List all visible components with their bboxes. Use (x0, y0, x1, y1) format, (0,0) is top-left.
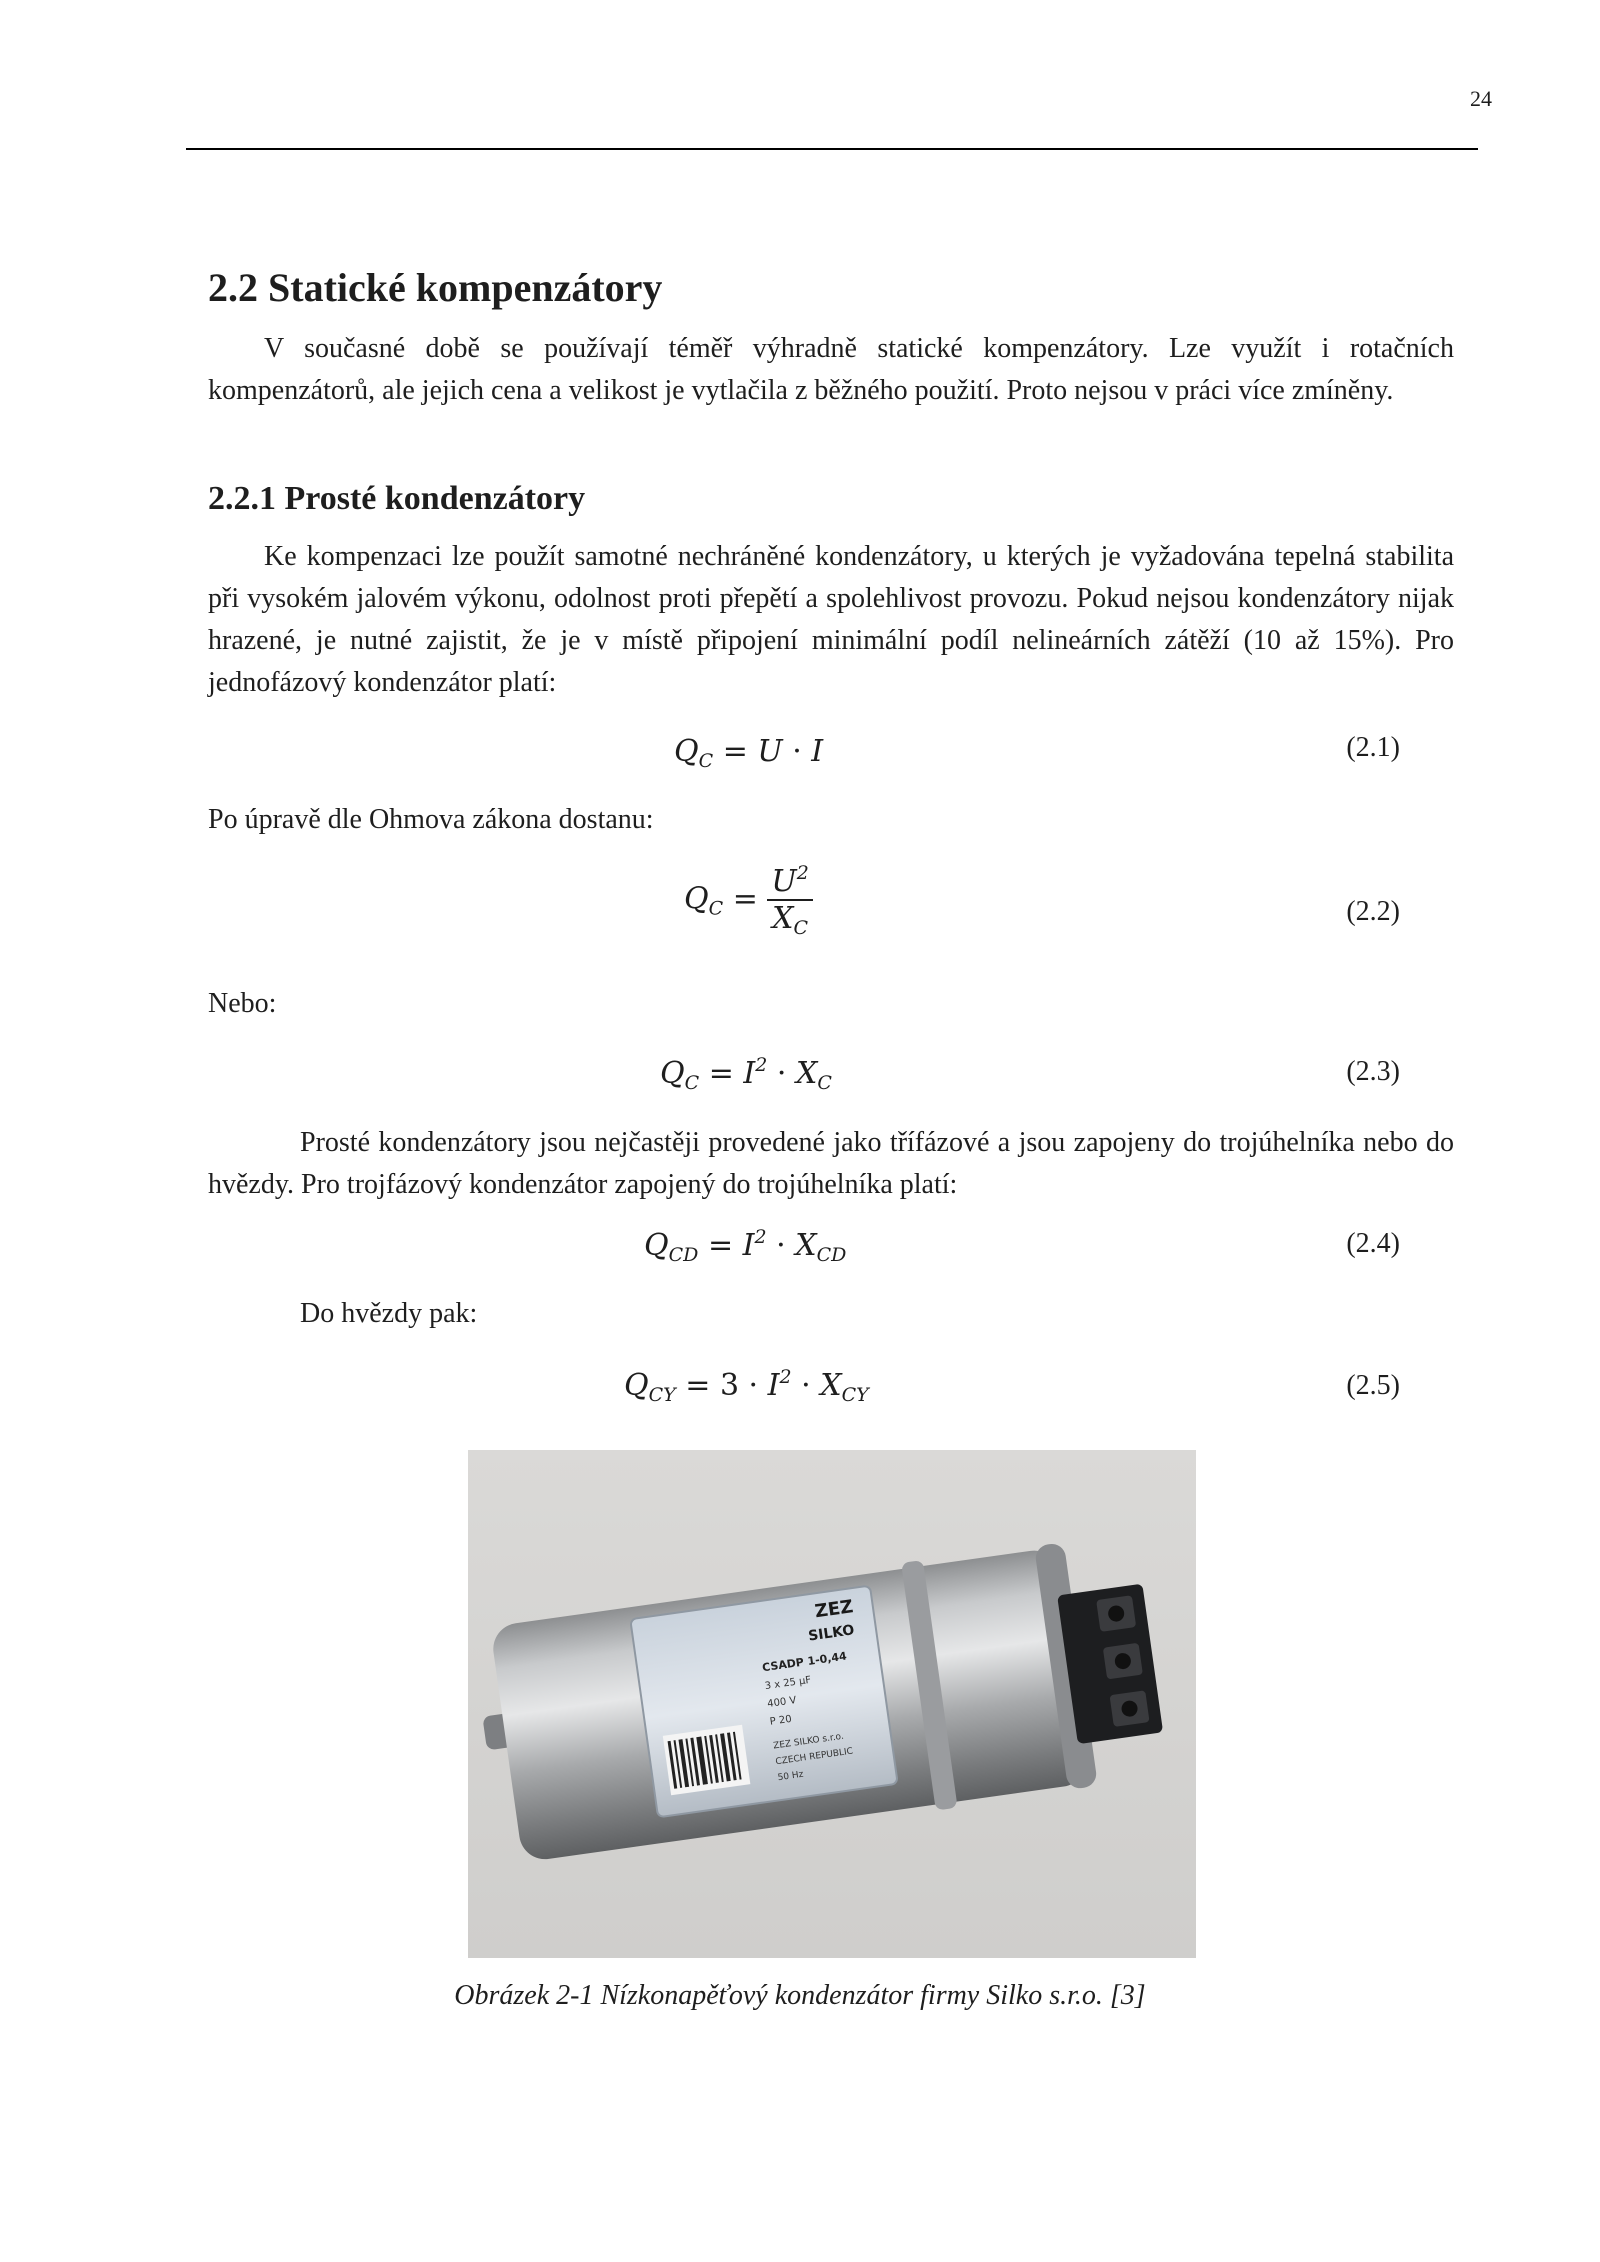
paragraph-intro (208, 328, 1454, 412)
equation-2-2-label: (2.2) (1346, 896, 1400, 927)
header-rule (186, 148, 1478, 150)
equation-2-1: $Q_C = U \cdot I$ (674, 734, 824, 772)
equation-2-1-label: (2.1) (1346, 732, 1400, 763)
label-freq: 50 Hz (777, 1769, 805, 1784)
equation-2-4: $Q_{CD} = I^2 \cdot X_{CD}$ (644, 1226, 847, 1266)
equation-2-5-label: (2.5) (1346, 1370, 1400, 1401)
label-brand: ZEZ (813, 1596, 855, 1623)
equation-2-3-label: (2.3) (1346, 1056, 1400, 1087)
equation-2-5: $Q_{CY} = 3 \cdot I^2 \cdot X_{CY}$ (624, 1366, 869, 1406)
equation-2-4-label: (2.4) (1346, 1228, 1400, 1259)
page-number: 24 (1470, 86, 1492, 111)
figure-caption: Obrázek 2-1 Nízkonapěťový kondenzátor firmy Silko s.r.o. [3] (454, 1980, 1146, 2011)
label-capacitance: 3 x 25 µF (764, 1674, 812, 1693)
label-voltage: 400 V (766, 1694, 798, 1710)
text-ohm: Po úpravě dle Ohmova zákona dostanu: (208, 804, 654, 835)
section-heading: 2.2 Statické kompenzátory (208, 265, 663, 310)
label-brand-2: SILKO (807, 1622, 856, 1645)
capacitor-illustration (468, 1450, 1196, 1958)
fraction: $\frac{U^2}{X_C}$ (767, 862, 812, 939)
paragraph-three-phase-text: Prosté kondenzátory jsou nejčastěji provedené jako třífázové a jsou zapojeny do trojúhelníka nebo do hvězdy. Pro trojfázový kondenzátor zapojený do trojúhelníka platí: (208, 1127, 1454, 1200)
paragraph-three-phase (208, 1122, 1454, 1206)
text-do-hvezdy: Do hvězdy pak: (300, 1298, 478, 1329)
label-p20: P 20 (769, 1713, 793, 1728)
capacitor-photo (468, 1450, 1196, 1958)
text-nebo: Nebo: (208, 988, 277, 1019)
label-type: CSADP 1-0,44 (761, 1649, 848, 1675)
equation-2-3: $Q_C = I^2 \cdot X_C$ (660, 1054, 832, 1094)
subsection-heading: 2.2.1 Prosté kondenzátory (208, 480, 586, 517)
label-country: CZECH REPUBLIC (774, 1746, 854, 1768)
paragraph-capacitors (208, 536, 1454, 704)
equation-2-2: $Q_C$ = $\frac{U^2}{X_C}$ (684, 862, 813, 939)
paragraph-intro-text: V současné době se používají téměř výhradně statické kompenzátory. Lze využít i rotačních kompenzátorů, ale jejich cena a velikost je vytlačila z běžného použití. Proto nejsou v práci více zmíněny. (208, 333, 1454, 406)
label-maker: ZEZ SILKO s.r.o. (772, 1731, 845, 1752)
paragraph-capacitors-text: Ke kompenzaci lze použít samotné nechráněné kondenzátory, u kterých je vyžadována tepelná stabilita při vysokém jalovém výkonu, odolnost proti přepětí a spolehlivost provozu. Pokud nejsou kondenzátory nijak hrazené, je nutné zajistit, že je v místě připojení minimální podíl nelineárních zátěží (10 až 15%). Pro jednofázový kondenzátor platí: (208, 541, 1454, 698)
